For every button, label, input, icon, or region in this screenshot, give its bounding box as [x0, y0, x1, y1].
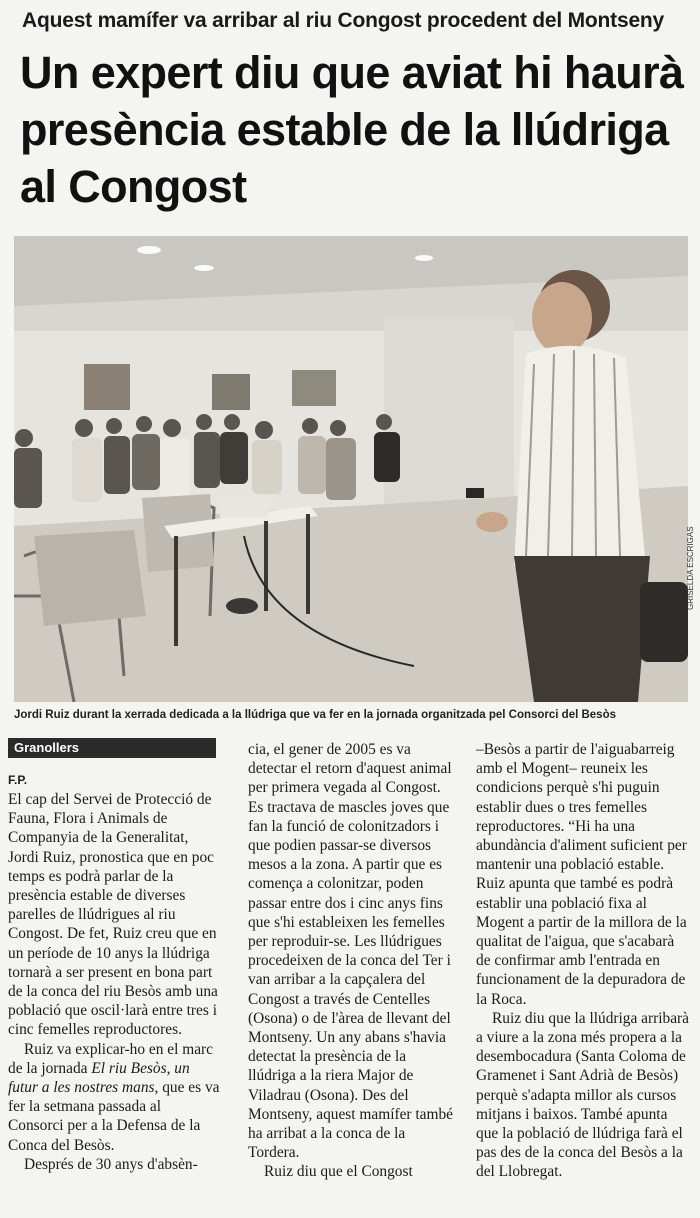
section-label: Granollers — [14, 740, 80, 755]
event-title: El riu Besòs, un futur a les nostres mans — [8, 1059, 190, 1097]
column-1 — [8, 768, 220, 1174]
paragraph: El cap del Servei de Protecció de Fauna, Flora i Animals de Companyia de la Generalitat, Jordi Ruiz, pronostica que en poc temps es podrà parlar de la presència estable de diverses parelles de llúdrigues al riu Congost. De fet, Ruiz creu que en un període de 10 anys la llúdriga tornarà a ser present en bona part de la conca del riu Besòs amb una població que oscil·larà entre tres i cinc femelles reproductores. — [8, 791, 218, 1039]
column-3 — [476, 740, 690, 1182]
byline: F.P. — [8, 773, 28, 787]
photo-caption: Jordi Ruiz durant la xerrada dedicada a la llúdriga que va fer en la jornada organitzada pel Consorci del Besòs — [14, 709, 616, 721]
paragraph: cia, el gener de 2005 es va detectar el retorn d'aquest animal per primera vegada al Congost. Es tractava de mascles joves que fan la funció de colonitzadors i que podien passar-se diversos mesos a la zona. A partir que es comença a colonitzar, poden passar entre dos i cinc anys fins que s'hi estableixen les femelles per reproduir-se. Les llúdrigues procedeixen de la conca del Ter i van arribar a la capçalera del Congost a través de Centelles (Osona) o de l'àrea de llevant del Montseny. Un any abans s'havia detectat la presència de la llúdriga a la riera Major de Viladrau (Osona). Des del Montseny, aquest mamífer també ha arribat a la conca de la Tordera. — [248, 741, 454, 1162]
paragraph: –Besòs a partir de l'aiguabarreig amb el Mogent– reuneix les condicions perquè s'hi puguin establir dues o tres femelles reproductores. “Hi ha una abundància d'aliment suficient per mantenir una població estable. Ruiz apunta que també es podrà establir una població fixa al Mogent a partir de la millora de la qualitat de l'aigua, que s'acabarà de confirmar amb l'entrada en funcionament de la depuradora de la Roca. — [476, 741, 687, 1008]
kicker: Aquest mamífer va arribar al riu Congost procedent del Montseny — [22, 9, 665, 32]
section-bar — [8, 738, 216, 758]
headline: Un expert diu que aviat hi haurà presència estable de la llúdriga al Congost — [20, 47, 684, 212]
paragraph: Ruiz diu que la llúdriga arribarà a viure a la zona més propera a la desembocadura (Santa Coloma de Gramenet i Sant Adrià de Besòs) perquè s'adapta millor als cursos mitjans i baixos. També apunta que la població de llúdriga farà el pas des de la conca del Besòs a la del Llobregat. — [476, 1009, 690, 1181]
paragraph: Ruiz diu que el Congost — [264, 1163, 413, 1181]
text-run: Ruiz va explicar-ho en el marc de la jornada — [8, 1040, 213, 1077]
photo-credit: GRISELDA ESCRIGAS — [686, 526, 695, 610]
article-photo — [14, 236, 688, 702]
paragraph: Després de 30 anys d'absèn- — [24, 1155, 198, 1173]
text-run: , que es va fer la setmana passada al Consorci per a la Defensa de la Conca del Besòs. — [8, 1079, 220, 1154]
paragraph — [8, 1040, 220, 1155]
column-2 — [248, 740, 456, 1182]
